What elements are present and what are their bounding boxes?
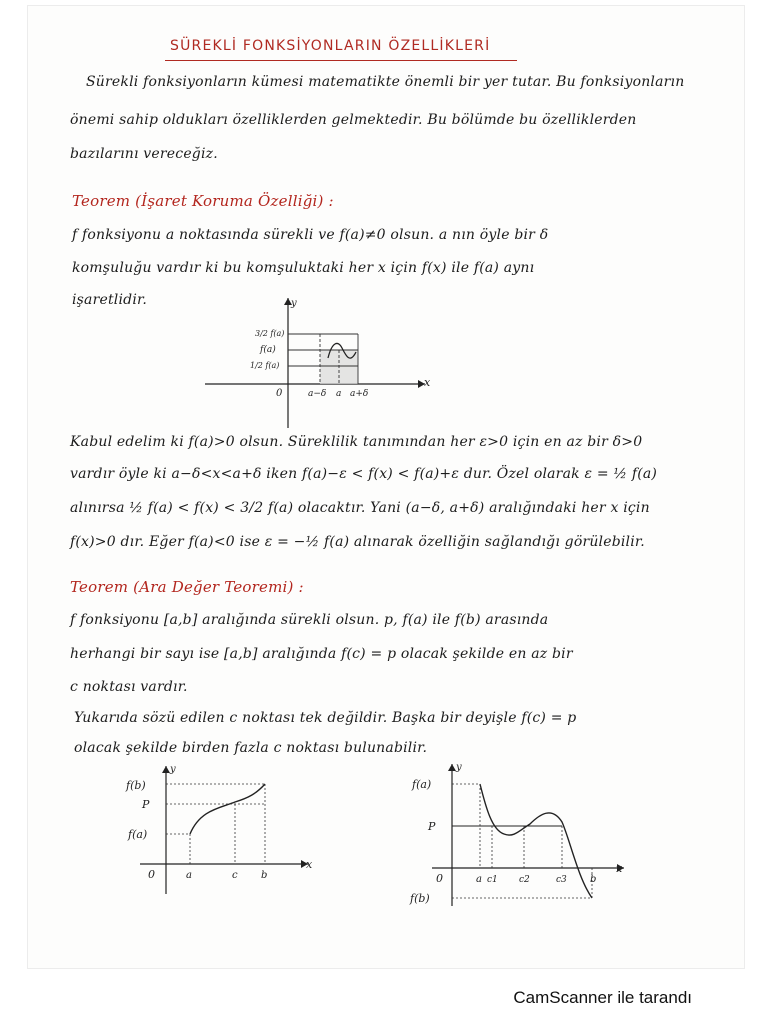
graph2-fa: f(a) [128,828,148,841]
graph1-origin: 0 [276,388,283,399]
graph2-p: P [142,798,150,811]
graph1-half: 1/2 f(a) [250,361,280,370]
theorem2-heading: Teorem (Ara Değer Teoremi) : [70,578,304,596]
sign-preservation-graph [200,292,440,430]
graph3-y-label: y [456,762,462,773]
theorem2-line-5: olacak şekilde birden fazla c noktası bulunabilir. [74,740,428,756]
intro-line-2: önemi sahip oldukları özelliklerden gelmektedir. Bu bölümde bu özelliklerden [70,112,637,128]
theorem1-line-3: işaretlidir. [72,292,148,308]
graph2-fb: f(b) [126,779,146,792]
graph2-a: a [186,870,192,881]
graph3-p: P [428,820,436,833]
theorem2-line-1: f fonksiyonu [a,b] aralığında sürekli olsun. p, f(a) ile f(b) arasında [70,612,549,628]
page-title: SÜREKLİ FONKSİYONLARIN ÖZELLİKLERİ [170,38,491,54]
graph2-c: c [232,870,238,881]
graph3-c3: c3 [556,875,567,885]
proof-line-3: alınırsa ½ f(a) < f(x) < 3/2 f(a) olacaktır. Yani (a−δ, a+δ) aralığındaki her x için [70,500,650,516]
graph3-fb: f(b) [410,892,430,905]
graph1-y-label: y [291,298,297,309]
graph3-b: b [590,874,597,885]
theorem1-heading: Teorem (İşaret Koruma Özelliği) : [72,192,334,210]
theorem1-line-1: f fonksiyonu a noktasında sürekli ve f(a)≠0 olsun. a nın öyle bir δ [72,227,549,243]
proof-line-2: vardır öyle ki a−δ<x<a+δ iken f(a)−ε < f(x) < f(a)+ε dur. Özel olarak ε = ½ f(a) [70,466,658,482]
theorem1-line-2: komşuluğu vardır ki bu komşuluktaki her x için f(x) ile f(a) aynı [72,260,535,276]
graph3-fa: f(a) [412,778,432,791]
graph1-x-label: x [424,376,431,389]
graph1-a-minus-delta: a−δ [308,389,327,399]
graph2-origin: 0 [148,868,155,881]
title-underline [165,60,517,61]
intro-line-3: bazılarını vereceğiz. [70,146,218,162]
scanner-watermark: CamScanner ile tarandı [513,988,692,1007]
proof-line-1: Kabul edelim ki f(a)>0 olsun. Süreklilik tanımından her ε>0 için en az bir δ>0 [70,434,643,450]
graph3-c2: c2 [519,875,530,885]
theorem2-line-2: herhangi bir sayı ise [a,b] aralığında f(c) = p olacak şekilde en az bir [70,646,573,662]
graph1-a-plus-delta: a+δ [350,389,369,399]
intro-line-1: Sürekli fonksiyonların kümesi matematikte önemli bir yer tutar. Bu fonksiyonların [86,74,685,90]
graph1-three-halves: 3/2 f(a) [255,329,285,338]
proof-line-4: f(x)>0 dır. Eğer f(a)<0 ise ε = −½ f(a) alınarak özelliğin sağlandığı görülebilir. [70,534,645,550]
graph2-b: b [261,870,268,881]
theorem2-line-4: Yukarıda sözü edilen c noktası tek değildir. Başka bir deyişle f(c) = p [74,710,577,726]
ivt-single-point-graph [120,758,330,900]
graph2-x-label: x [306,858,313,871]
graph3-x-label: x [616,862,623,875]
graph1-fa: f(a) [260,345,276,355]
graph3-a: a [476,874,482,885]
graph3-c1: c1 [487,875,498,885]
graph2-y-label: y [170,764,176,775]
graph3-origin: 0 [436,872,443,885]
ivt-multiple-points-graph [402,758,634,910]
theorem2-line-3: c noktası vardır. [70,679,188,695]
graph1-a: a [336,389,342,399]
